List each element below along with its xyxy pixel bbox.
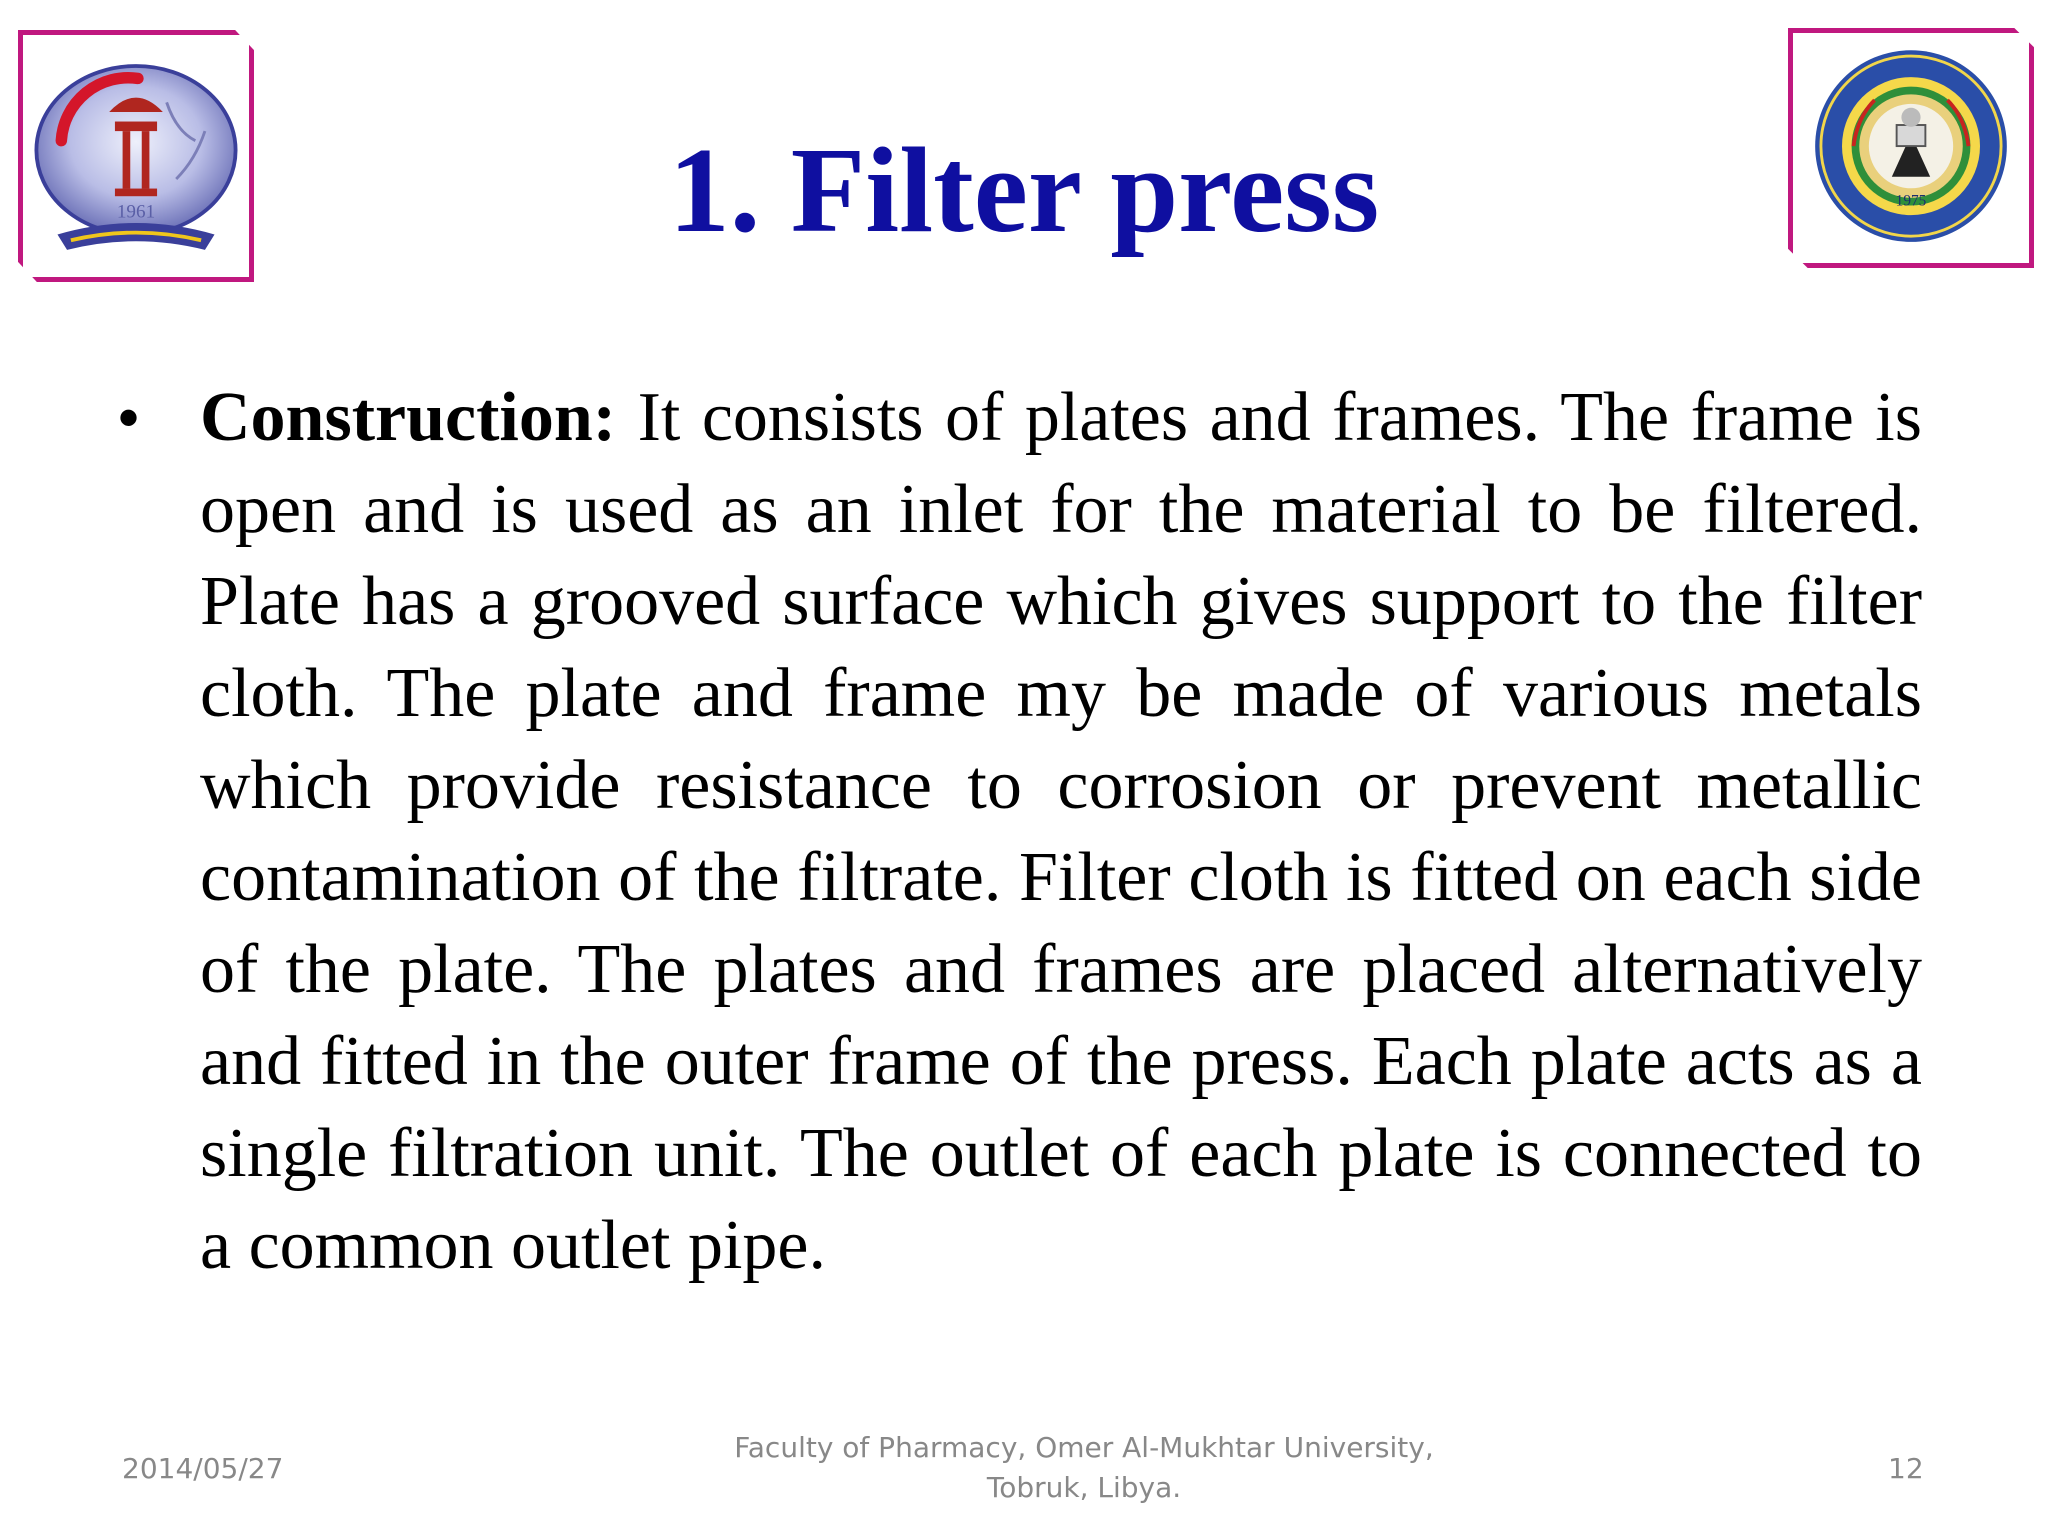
svg-text:1961: 1961: [116, 201, 156, 223]
footer-institution: [684, 1428, 1484, 1508]
footer-institution-line-1: Faculty of Pharmacy, Omer Al-Mukhtar University,: [734, 1431, 1434, 1464]
footer-date: 2014/05/27: [122, 1452, 284, 1485]
construction-description: It consists of plates and frames. The frame is open and is used as an inlet for the material to be filtered. Plate has a grooved surface which gives support to the filter cloth. The plate and frame my be made of various metals which provide resistance to corrosion or prevent metallic contamination of the filtrate. Filter cloth is fitted on each side of the plate. The plates and frames are placed alternatively and fitted in the outer frame of the press. Each plate acts as a single filtration unit. The outlet of each plate is connected to a common outlet pipe.: [200, 379, 1922, 1284]
construction-term: Construction:: [200, 379, 617, 456]
footer-institution-line-2: Tobruk, Libya.: [986, 1471, 1182, 1504]
body-paragraph: [200, 372, 1922, 1292]
svg-text:1975: 1975: [1895, 192, 1927, 210]
page-number: 12: [1888, 1452, 1924, 1485]
bullet-marker: •: [118, 384, 140, 451]
slide-title: 1. Filter press: [668, 123, 1380, 258]
